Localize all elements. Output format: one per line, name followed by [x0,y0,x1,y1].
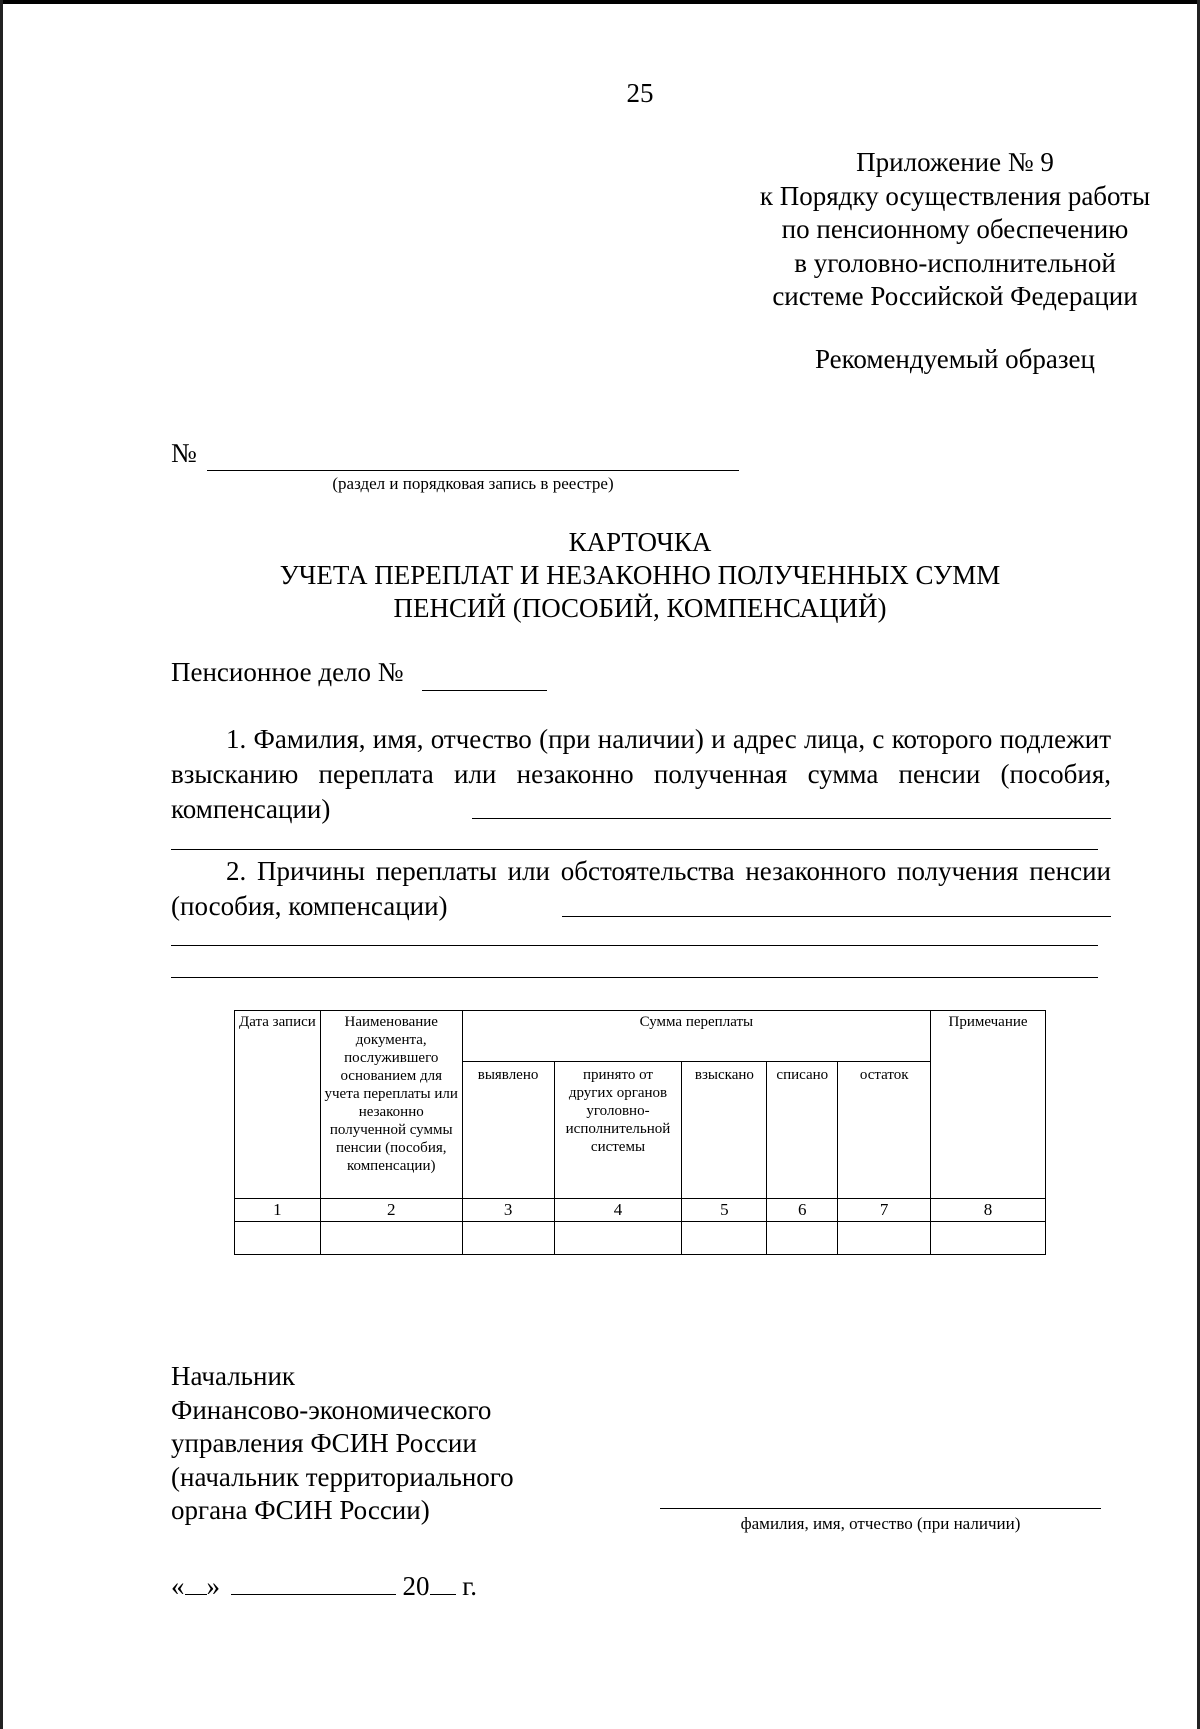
signatory-line: органа ФСИН России) [171,1495,430,1525]
number-label: № [171,438,197,468]
header-collected: взыскано [682,1062,767,1199]
number-field-caption: (раздел и порядковая запись в реестре) [332,474,614,493]
item-1 [171,722,1111,827]
column-number: 7 [838,1199,931,1222]
table-cell[interactable] [235,1222,321,1255]
table-cell[interactable] [767,1222,838,1255]
title-line: ПЕНСИЙ (ПОСОБИЙ, КОМПЕНСАЦИЙ) [393,593,887,623]
signatory-title [171,1360,514,1528]
date-month-field[interactable] [231,1570,396,1595]
column-number: 3 [462,1199,554,1222]
header-received: принято от других органов уголовно-исполнительной системы [554,1062,682,1199]
header-balance: остаток [838,1062,931,1199]
title-line: УЧЕТА ПЕРЕПЛАТ И НЕЗАКОННО ПОЛУЧЕННЫХ СУММ [279,560,1001,590]
item-1-field-line-1[interactable] [472,818,1111,819]
table-row [235,1222,1046,1255]
table-cell[interactable] [838,1222,931,1255]
date-year-prefix: 20 [402,1571,430,1601]
appendix-header [690,146,1200,314]
header-note: Примечание [931,1011,1046,1199]
item-2-field-line-3[interactable] [171,977,1098,978]
item-1-field-line-2[interactable] [171,849,1098,850]
item-2-field-line-1[interactable] [562,916,1111,917]
appendix-line: по пенсионному обеспечению [781,214,1129,244]
table-cell[interactable] [682,1222,767,1255]
document-title [0,526,1200,625]
date-year-suffix: г. [462,1571,478,1601]
date-day-field[interactable] [185,1570,207,1595]
column-number: 8 [931,1199,1046,1222]
signature-name-caption: фамилия, имя, отчество (при наличии) [740,1514,1021,1533]
pension-case-label: Пенсионное дело № [171,657,404,687]
column-number: 6 [767,1199,838,1222]
appendix-line: Приложение № 9 [856,147,1054,177]
header-detected: выявлено [462,1062,554,1199]
date-year-field[interactable] [430,1570,456,1595]
scan-border-left [0,0,3,1729]
pension-case-field[interactable] [422,690,547,691]
header-overpayment-sum: Сумма переплаты [462,1011,930,1062]
title-line: КАРТОЧКА [568,527,712,557]
column-number: 1 [235,1199,321,1222]
item-2 [171,854,1111,924]
signature-name-line[interactable] [660,1508,1101,1509]
signatory-line: управления ФСИН России [171,1428,477,1458]
item-2-text: 2. Причины переплаты или обстоятельства незаконного получения пенсии (пособия, компенсации) [171,856,1111,921]
date-line [171,1570,477,1602]
item-2-field-line-2[interactable] [171,945,1098,946]
appendix-line: системе Российской Федерации [772,281,1138,311]
column-number: 5 [682,1199,767,1222]
header-document: Наименование документа, послужившего основанием для учета переплаты или незаконно полученной суммы пенсии (пособия, компенсации) [320,1011,462,1199]
column-number: 4 [554,1199,682,1222]
header-written-off: списано [767,1062,838,1199]
signatory-line: (начальник территориального [171,1461,514,1492]
date-quote-open: « [171,1571,185,1601]
appendix-line: в уголовно-исполнительной [794,247,1116,278]
item-1-text: 1. Фамилия, имя, отчество (при наличии) и адрес лица, с которого подлежит взысканию переплата или незаконно полученная сумма пенсии (пособия, компенсации) [171,724,1111,824]
table-cell[interactable] [931,1222,1046,1255]
number-field-line[interactable] [207,470,739,471]
column-number: 2 [320,1199,462,1222]
scan-border-top [0,0,1200,4]
overpayment-table [234,1010,1046,1255]
table-cell[interactable] [554,1222,682,1255]
signatory-line: Начальник [171,1361,296,1391]
column-number-row [235,1199,1046,1222]
sample-label: Рекомендуемый образец [814,344,1095,374]
page-number: 25 [626,78,654,108]
signatory-line: Финансово-экономического [171,1394,492,1425]
date-quote-close: » [206,1571,220,1601]
appendix-line: к Порядку осуществления работы [759,180,1151,211]
table-cell[interactable] [462,1222,554,1255]
table-cell[interactable] [320,1222,462,1255]
header-date: Дата записи [235,1011,321,1199]
